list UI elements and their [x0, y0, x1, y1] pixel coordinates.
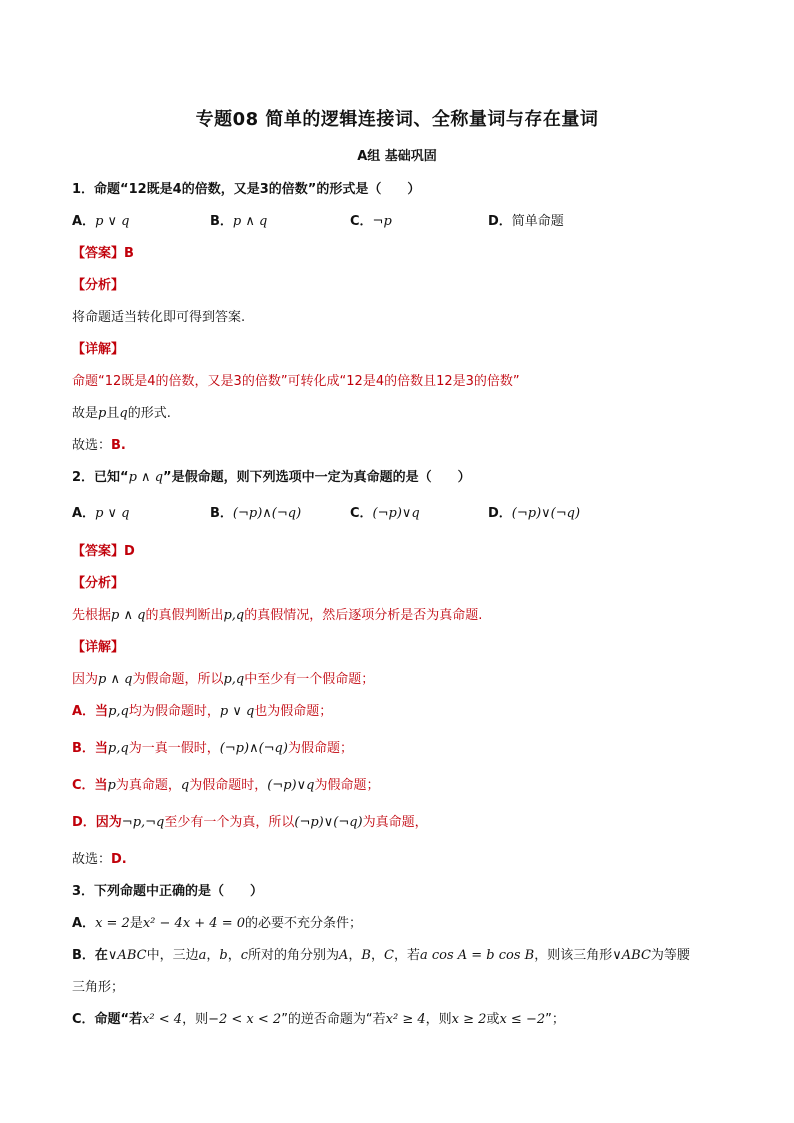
q3-option-b-line1: B．在∨ABC中，三边a，b，c所对的角分别为A，B，C，若a cos A = b cos B，则该三角形∨ABC为等腰: [72, 948, 690, 963]
q2-detail-b: B．当p,q为一真一假时，(¬p)∧(¬q)为假命题；: [72, 741, 353, 756]
page-title: 专题08 简单的逻辑连接词、全称量词与存在量词: [195, 109, 599, 130]
q2-stem: 2．已知“p ∧ q”是假命题，则下列选项中一定为真命题的是（ ）: [72, 470, 471, 485]
q2-detail-a: A．当p,q均为假命题时，p ∨ q也为假命题；: [72, 704, 333, 719]
q2-detail-label: 【详解】: [72, 640, 125, 655]
q2-choose: 故选：D.: [72, 852, 127, 867]
q1-stem: 1．命题“12既是4的倍数，又是3的倍数”的形式是（ ）: [72, 182, 421, 197]
q3-option-c: C．命题“若x² < 4，则−2 < x < 2”的逆否命题为“若x² ≥ 4，则x ≥ 2或x ≤ −2”；: [72, 1012, 565, 1027]
q3-option-a: A．x = 2是x² − 4x + 4 = 0的必要不充分条件；: [72, 916, 363, 931]
q2-detail-d: D．因为¬p,¬q至少有一个为真，所以(¬p)∨(¬q)为真命题，: [72, 815, 428, 830]
q2-option-b: B．(¬p)∧(¬q): [210, 506, 302, 521]
q1-option-d: D．简单命题: [488, 214, 564, 229]
q1-option-a: A．p ∨ q: [72, 214, 130, 229]
q1-option-c: C．¬p: [350, 214, 392, 229]
q1-analysis-text: 将命题适当转化即可得到答案.: [72, 310, 246, 325]
q1-analysis-label: 【分析】: [72, 278, 125, 293]
q1-detail-line2: 故是p且q的形式.: [72, 406, 171, 421]
q2-detail-c: C．当p为真命题，q为假命题时，(¬p)∨q为假命题；: [72, 778, 380, 793]
q2-option-d: D．(¬p)∨(¬q): [488, 506, 581, 521]
q2-option-a: A．p ∨ q: [72, 506, 130, 521]
section-subtitle: A组 基础巩固: [357, 149, 437, 164]
q1-answer: 【答案】B: [72, 246, 134, 261]
q2-detail-intro: 因为p ∧ q为假命题，所以p,q中至少有一个假命题；: [72, 672, 375, 687]
q2-analysis-label: 【分析】: [72, 576, 125, 591]
q3-option-b-line2: 三角形；: [72, 980, 125, 995]
q1-option-b: B．p ∧ q: [210, 214, 268, 229]
q2-analysis-text: 先根据p ∧ q的真假判断出p,q的真假情况，然后逐项分析是否为真命题.: [72, 608, 483, 623]
q1-detail-line1: 命题“12既是4的倍数，又是3的倍数”可转化成“12是4的倍数且12是3的倍数”: [72, 374, 520, 389]
q1-choose: 故选：B.: [72, 438, 126, 453]
q1-detail-label: 【详解】: [72, 342, 125, 357]
q2-answer: 【答案】D: [72, 544, 135, 559]
q3-stem: 3．下列命题中正确的是（ ）: [72, 884, 264, 899]
q2-option-c: C．(¬p)∨q: [350, 506, 420, 521]
